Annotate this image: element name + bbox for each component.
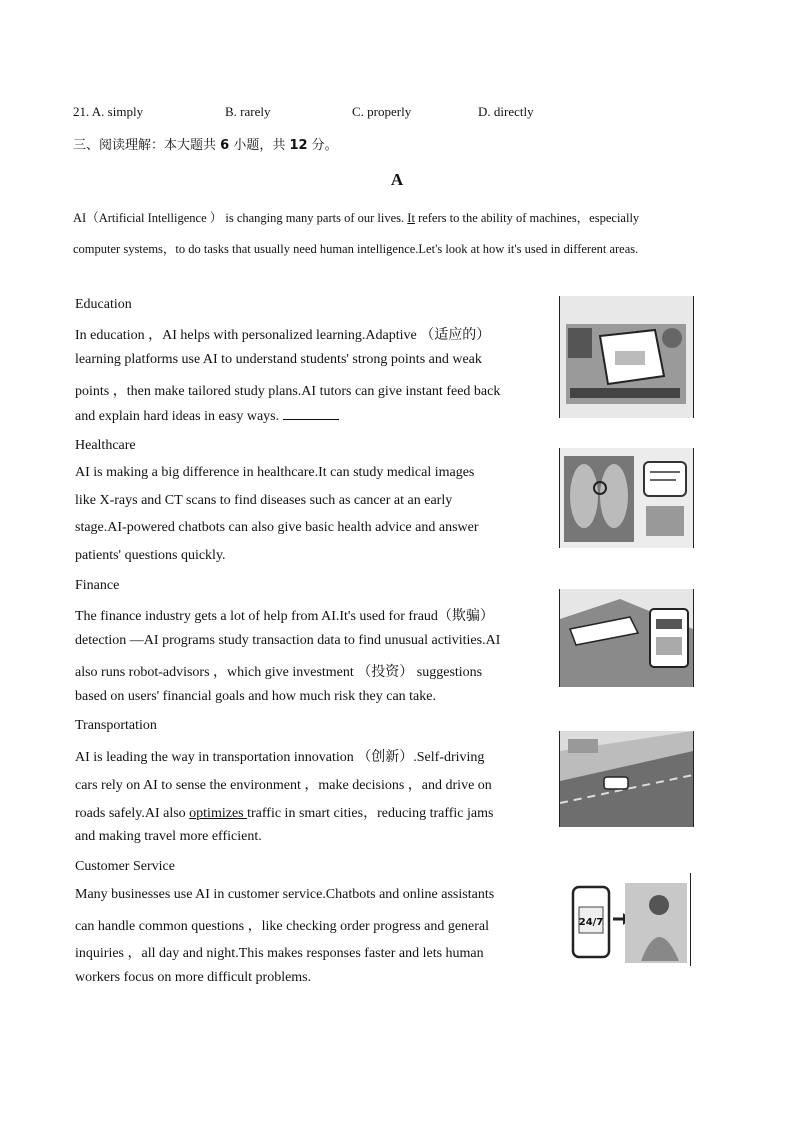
finance-line-3: also runs robot-advisors ，which give investment （投资） suggestions (75, 665, 483, 680)
finance-image (559, 589, 694, 687)
education-line-1: In education ，AI helps with personalized learning.Adaptive （适应的） (75, 328, 491, 343)
healthcare-line-4: patients' questions quickly. (75, 548, 226, 563)
option-d: D. directly (478, 104, 534, 119)
healthcare-line-3: stage.AI-powered chatbots can also give basic health advice and answer (75, 520, 479, 535)
transportation-line-3: roads safely.AI also optimizes traffic in smart cities，reducing traffic jams (75, 806, 494, 821)
section-heading: 三、阅读理解：本大题共 6 小题，共 12 分。 (73, 138, 338, 153)
finance-line-2: detection —AI programs study transaction data to find unusual activities.AI (75, 633, 501, 648)
transportation-image (559, 731, 694, 827)
passage-title: A (390, 170, 404, 189)
intro-line-2: computer systems，to do tasks that usually need human intelligence.Let's look at how it's used in different areas. (73, 242, 639, 256)
intro-line-1: AI（Artificial Intelligence ） is changing many parts of our lives. It refers to the ability of machines，especially (73, 211, 640, 225)
transportation-line-2: cars rely on AI to sense the environment ，make decisions ，and drive on (75, 778, 492, 793)
education-line-2: learning platforms use AI to understand students' strong points and weak (75, 352, 482, 367)
education-image (559, 296, 694, 418)
option-b: B. rarely (225, 104, 271, 119)
healthcare-image (559, 448, 694, 548)
transportation-line-4: and making travel more efficient. (75, 829, 262, 844)
heading-education: Education (75, 297, 132, 312)
phone-247-label: 24/7 (578, 917, 604, 928)
finance-line-4: based on users' financial goals and how much risk they can take. (75, 689, 436, 704)
underlined-optimizes: optimizes (189, 806, 248, 821)
underlined-it: It (407, 211, 415, 225)
customer-service-image (559, 873, 691, 966)
education-line-4: and explain hard ideas in easy ways. (75, 407, 339, 425)
option-c: C. properly (352, 104, 412, 119)
customer-service-line-3: inquiries ，all day and night.This makes responses faster and lets human (75, 946, 484, 961)
heading-customer-service: Customer Service (75, 859, 175, 874)
customer-service-line-4: workers focus on more difficult problems. (75, 970, 312, 985)
healthcare-line-1: AI is making a big difference in healthcare.It can study medical images (75, 465, 475, 480)
education-line-3: points ，then make tailored study plans.AI tutors can give instant feed back (75, 384, 501, 399)
option-a: 21. A. simply (73, 104, 144, 119)
answer-blank[interactable] (283, 407, 339, 420)
heading-healthcare: Healthcare (75, 438, 136, 453)
finance-line-1: The finance industry gets a lot of help from AI.It's used for fraud（欺骗） (75, 609, 494, 624)
healthcare-line-2: like X-rays and CT scans to find diseases such as cancer at an early (75, 493, 453, 508)
customer-service-line-2: can handle common questions ，like checking order progress and general (75, 919, 490, 934)
customer-service-line-1: Many businesses use AI in customer service.Chatbots and online assistants (75, 887, 495, 902)
heading-transportation: Transportation (75, 718, 157, 733)
transportation-line-1: AI is leading the way in transportation innovation （创新）.Self-driving (75, 750, 485, 765)
question-21-options (73, 104, 723, 122)
heading-finance: Finance (75, 578, 120, 593)
